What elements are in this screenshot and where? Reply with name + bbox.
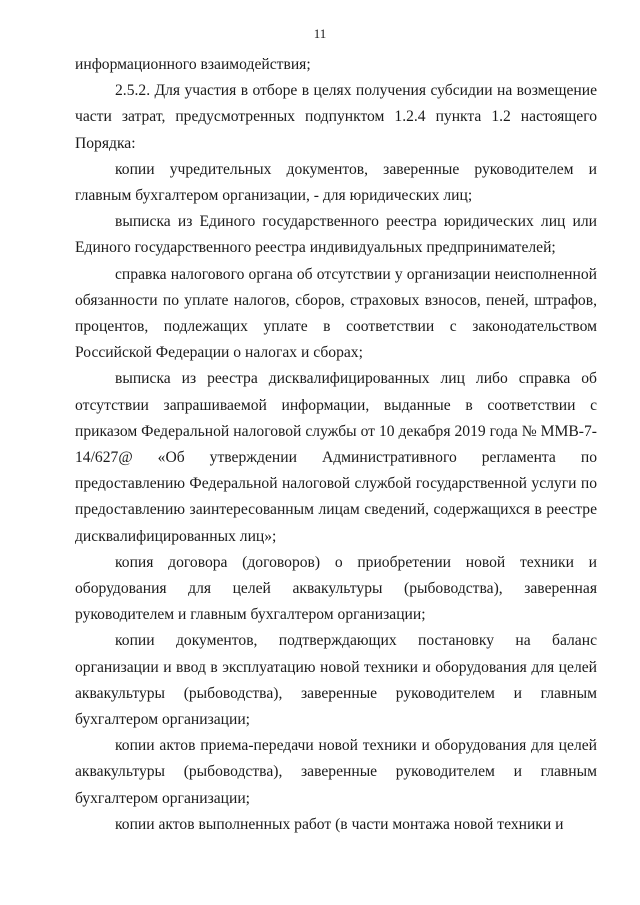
- paragraph-tax-certificate: справка налогового органа об отсутствии у организации неисполненной обязанности по уплате налогов, сборов, страховых взносов, пеней, штрафов, процентов, подлежащих уплате в соответствии с законодательством Российской Федерации о налогах и сборах;: [75, 265, 597, 362]
- paragraph-balance-documents: копии документов, подтверждающих постановку на баланс организации и ввод в эксплуатацию новой техники и оборудования для целей аквакультуры (рыбоводства), заверенные руководителем и главным бухгалтером организации;: [75, 632, 597, 729]
- paragraph-founding-documents: копии учредительных документов, заверенные руководителем и главным бухгалтером организации, - для юридических лиц;: [75, 160, 597, 205]
- page-number: 11: [313, 26, 327, 41]
- paragraph-continuation: информационного взаимодействия;: [75, 56, 311, 73]
- paragraph-disqualified-persons-extract: выписка из реестра дисквалифицированных лиц либо справка об отсутствии запрашиваемой информации, выданные в соответствии с приказом Федеральной налоговой службы от 10 декабря 2019 года № ММВ-7-14/627@ «Об утверждении Административного регламента по предоставлению Федеральной налоговой службой государственной услуги по предоставлению заинтересованным лицам сведений, содержащихся в реестре дисквалифицированных лиц»;: [75, 370, 597, 545]
- paragraph-registry-extract: выписка из Единого государственного реестра юридических лиц или Единого государственного реестра индивидуальных предпринимателей;: [75, 213, 597, 257]
- paragraph-acceptance-acts: копии актов приема-передачи новой техники и оборудования для целей аквакультуры (рыбоводства), заверенные руководителем и главным бухгалтером организации;: [75, 737, 597, 807]
- document-body: [75, 52, 597, 838]
- paragraph-completed-works-acts: копии актов выполненных работ (в части монтажа новой техники и: [115, 815, 564, 833]
- paragraph-purchase-contract: копия договора (договоров) о приобретении новой техники и оборудования для целей аквакультуры (рыбоводства), заверенная руководителем и главным бухгалтером организации;: [75, 553, 597, 624]
- paragraph-section-2-5-2: 2.5.2. Для участия в отборе в целях получения субсидии на возмещение части затрат, предусмотренных подпунктом 1.2.4 пункта 1.2 настоящего Порядка:: [75, 82, 597, 152]
